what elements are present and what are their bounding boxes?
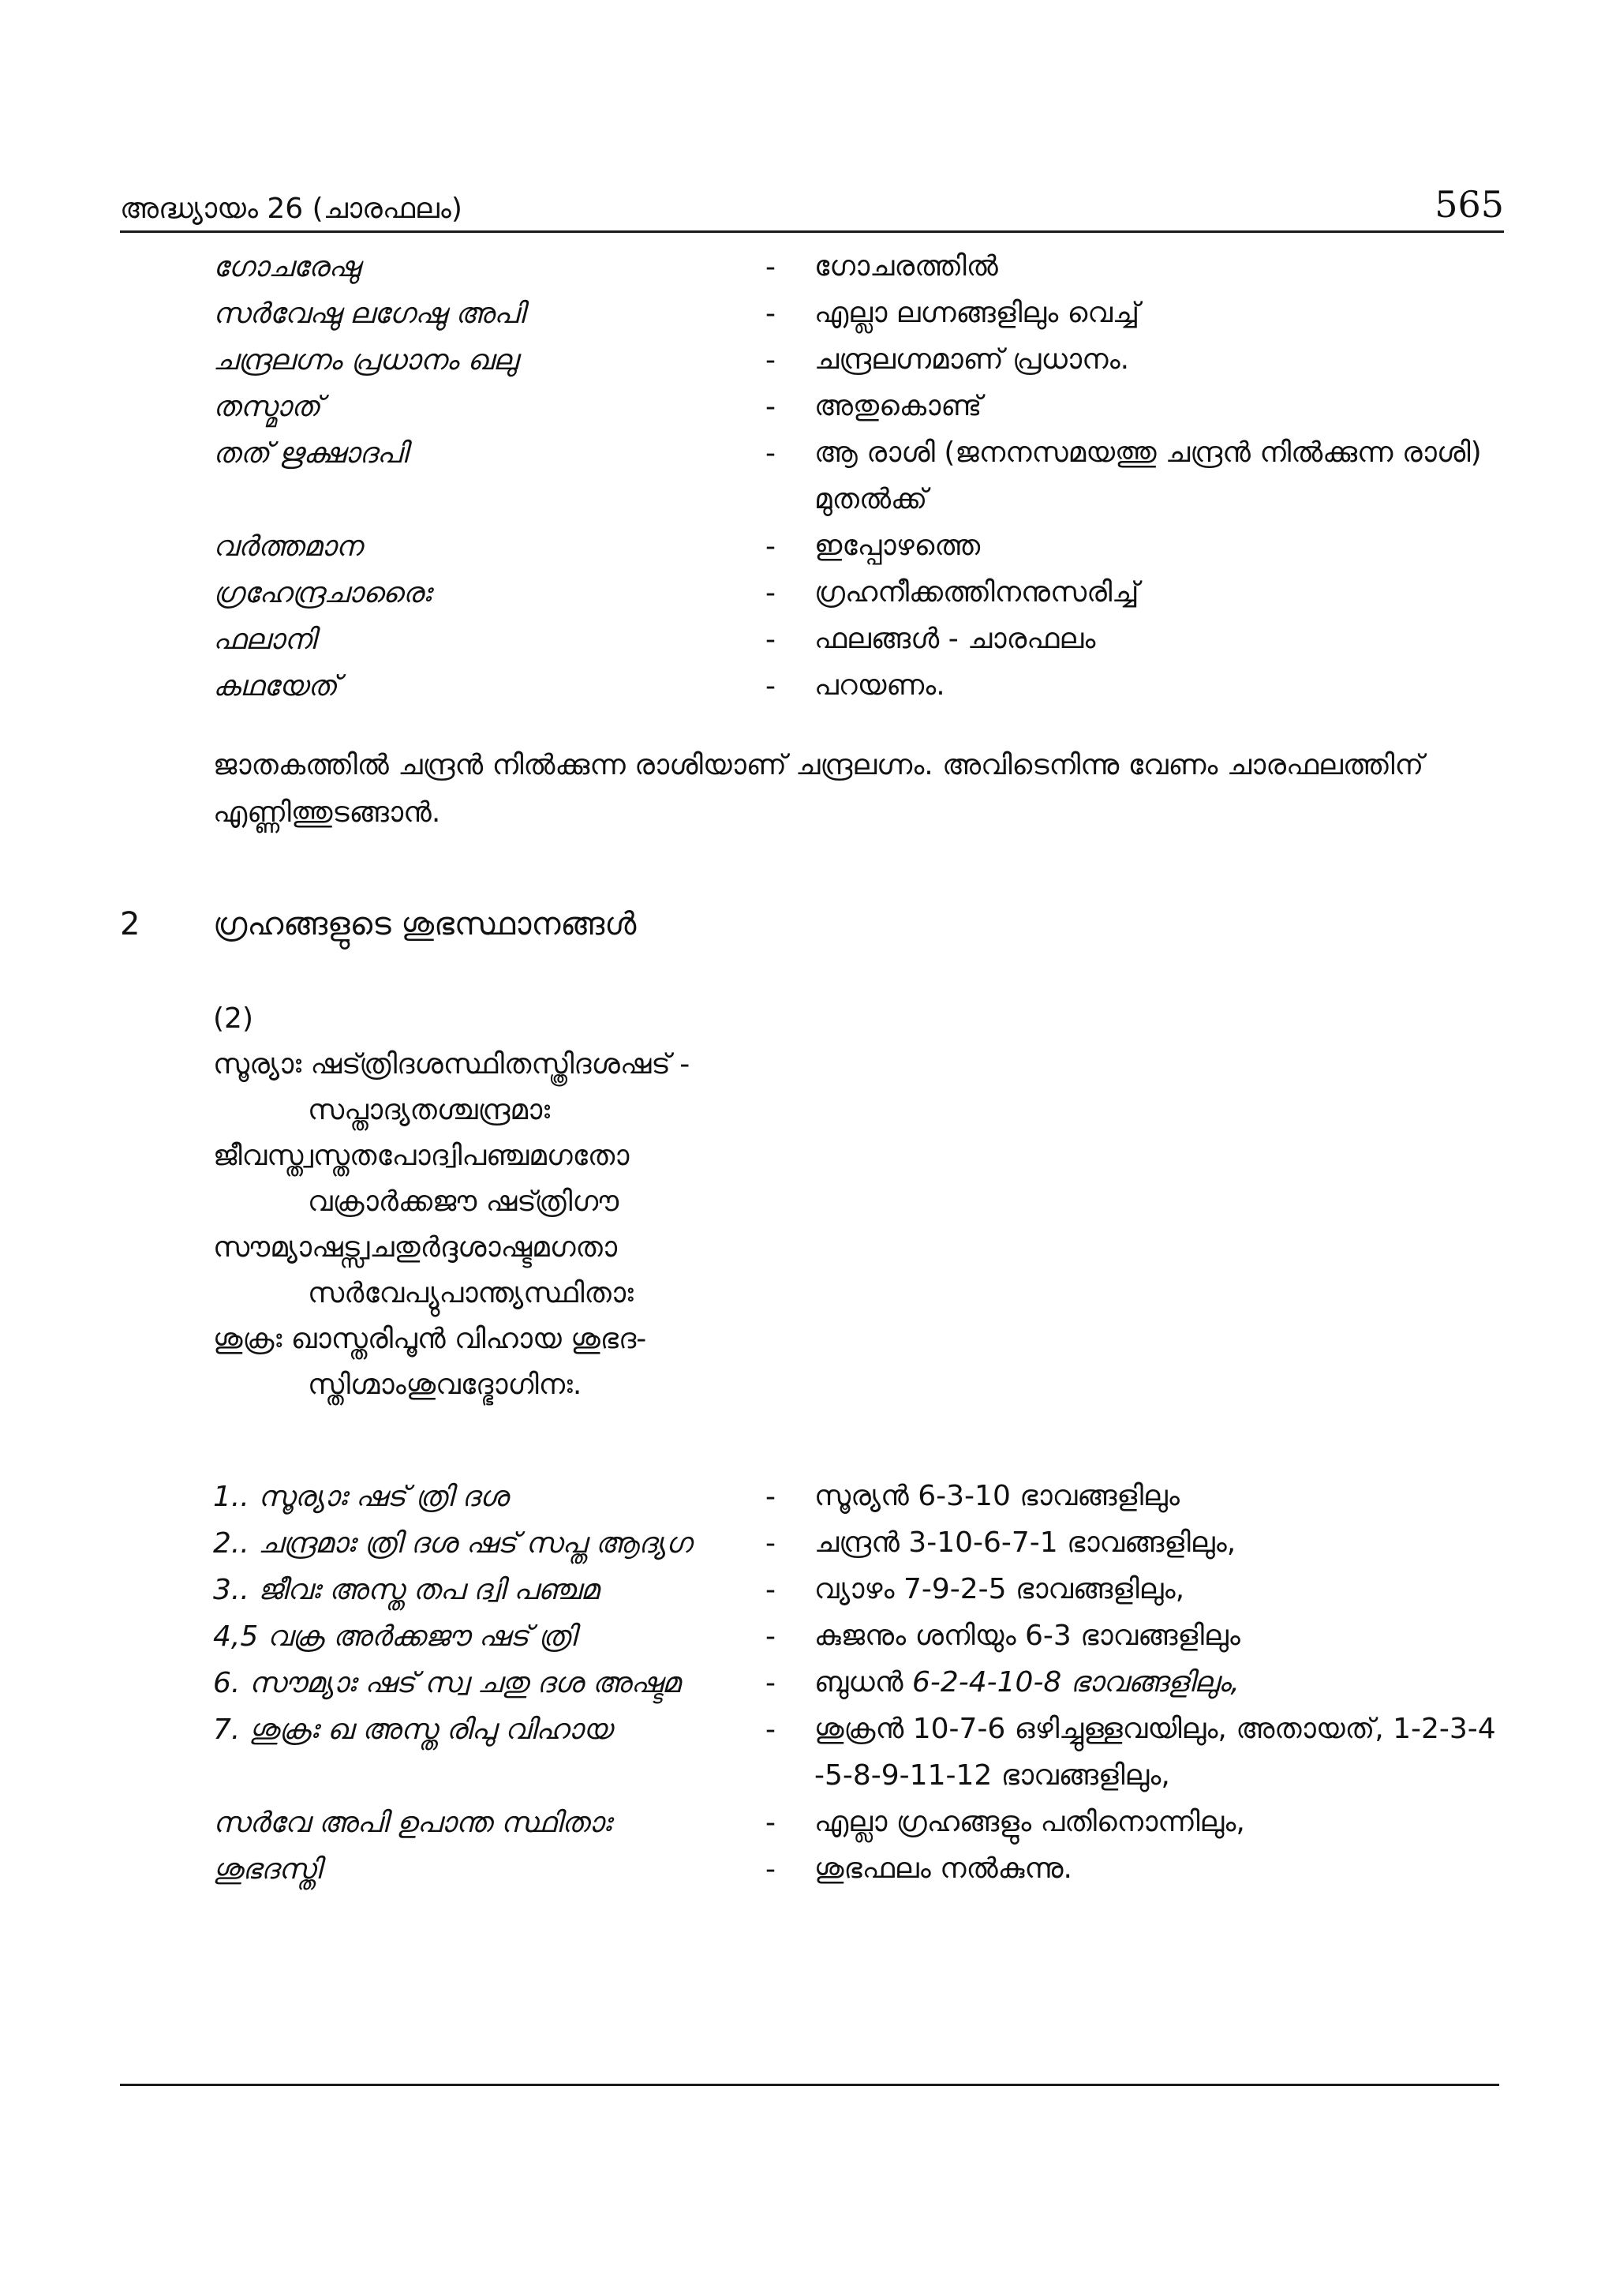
gloss-term: 4,5 വക്ര അർക്കജൗ ഷട് ത്രി bbox=[213, 1620, 576, 1653]
gloss-term: വർത്തമാന bbox=[213, 530, 362, 563]
gloss-meaning: ചന്ദ്രലഗ്നമാണ് പ്രധാനം. bbox=[814, 343, 1130, 376]
gloss-dash: - bbox=[765, 1620, 776, 1653]
gloss-dash: - bbox=[765, 344, 776, 376]
gloss-dash: - bbox=[765, 437, 776, 470]
gloss-meaning: എല്ലാ ലഗ്നങ്ങളിലും വെച്ച് bbox=[814, 297, 1139, 329]
gloss-meaning: എല്ലാ ഗ്രഹങ്ങളും പതിനൊന്നിലും, bbox=[814, 1806, 1245, 1838]
gloss-term: സർവേ അപി ഉപാന്ത സ്ഥിതാഃ bbox=[213, 1807, 612, 1839]
gloss-meaning: ശുഭഫലം നൽകുന്നു. bbox=[814, 1852, 1072, 1885]
gloss-meaning: ശുക്രൻ 10-7-6 ഒഴിച്ചുള്ളവയിലും, അതായത്, 1-2-3-4 -5-8-9-11-12 ഭാവങ്ങളിലും, bbox=[814, 1713, 1496, 1792]
gloss-term: ശുഭദസ്തി bbox=[213, 1853, 321, 1886]
gloss-term: 6. സൗമ്യാഃ ഷട് സ്വ ചതു ദശ അഷ്ടമ bbox=[213, 1667, 680, 1699]
gloss-meaning: ആ രാശി (ജനനസമയത്തു ചന്ദ്രൻ നിൽക്കുന്ന രാശി) മുതൽക്ക് bbox=[814, 436, 1482, 515]
running-header bbox=[120, 178, 1504, 230]
gloss-meaning: സൂര്യൻ 6-3-10 ഭാവങ്ങളിലും bbox=[814, 1480, 1180, 1512]
gloss-meaning: അതുകൊണ്ട് bbox=[814, 390, 982, 422]
footer-rule bbox=[120, 2084, 1499, 2086]
verse-line: സൂര്യാഃ ഷട്ത്രിദശസ്ഥിതസ്ത്രിദശഷട് - bbox=[213, 1048, 690, 1081]
verse-line: സർവേപ്യുപാന്ത്യസ്ഥിതാഃ bbox=[308, 1277, 634, 1309]
gloss-meaning: ഗ്രഹനീക്കത്തിനനുസരിച്ച് bbox=[814, 576, 1139, 609]
gloss-term: 1.. സൂര്യാഃ ഷട് ത്രി ദശ bbox=[213, 1481, 508, 1513]
gloss-dash: - bbox=[765, 670, 776, 702]
verse-line: സപ്താദ്യതശ്ചന്ദ്രമാഃ bbox=[308, 1094, 551, 1126]
chapter-title: അദ്ധ്യായം 26 (ചാരഫലം) bbox=[120, 193, 462, 225]
gloss-row bbox=[213, 1853, 1507, 1900]
gloss-term: ഗോചരേഷു bbox=[213, 251, 360, 283]
gloss-term: 7. ശുക്രഃ ഖ അസ്ത രിപു വിഹായ bbox=[213, 1714, 612, 1746]
gloss-meaning-italic: 6-2-4-10-8 ഭാവങ്ങളിലും, bbox=[911, 1666, 1240, 1699]
gloss-term: 2.. ചന്ദ്രമാഃ ത്രി ദശ ഷട് സപ്ത ആദ്യഗ bbox=[213, 1527, 692, 1560]
gloss-row bbox=[213, 1714, 1507, 1807]
gloss-dash: - bbox=[765, 530, 776, 563]
gloss-term: ഫലാനി bbox=[213, 624, 316, 656]
gloss-dash: - bbox=[765, 298, 776, 330]
gloss-dash: - bbox=[765, 577, 776, 609]
gloss-dash: - bbox=[765, 1667, 776, 1699]
gloss-term: 3.. ജീവഃ അസ്ത തപ ദ്വി പഞ്ചമ bbox=[213, 1574, 599, 1606]
gloss-term: തസ്മാത് bbox=[213, 391, 321, 423]
gloss-meaning-plain: ബുധൻ bbox=[814, 1666, 912, 1699]
verse-line: വക്രാർക്കജൗ ഷട്ത്രിഗൗ bbox=[308, 1185, 619, 1218]
verse-line: ശുക്രഃ ഖാസ്തരിപൂൻ വിഹായ ശുഭദ- bbox=[213, 1323, 647, 1355]
gloss-meaning: ഗോചരത്തിൽ bbox=[814, 250, 998, 283]
gloss-meaning: ചന്ദ്രൻ 3-10-6-7-1 ഭാവങ്ങളിലും, bbox=[814, 1526, 1236, 1559]
verse-block bbox=[213, 1002, 690, 1414]
gloss-meaning bbox=[814, 1659, 1501, 1706]
gloss-meaning: വ്യാഴം 7-9-2-5 ഭാവങ്ങളിലും, bbox=[814, 1573, 1185, 1605]
gloss-term: ചന്ദ്രലഗ്നം പ്രധാനം ഖലു bbox=[213, 344, 518, 376]
gloss-dash: - bbox=[765, 624, 776, 656]
body-paragraph: ജാതകത്തിൽ ചന്ദ്രൻ നിൽക്കുന്ന രാശിയാണ് ചന്ദ്രലഗ്നം. അവിടെനിന്നു വേണം ചാരഫലത്തിന് എണ്ണിത്തുടങ്ങാൻ. bbox=[213, 749, 1424, 829]
gloss-dash: - bbox=[765, 1481, 776, 1513]
gloss-row bbox=[213, 437, 1507, 530]
gloss-table-1 bbox=[213, 251, 1507, 717]
verse-number: (2) bbox=[213, 1002, 253, 1035]
gloss-dash: - bbox=[765, 1574, 776, 1606]
gloss-dash: - bbox=[765, 1853, 776, 1886]
gloss-term: കഥയേത് bbox=[213, 670, 338, 702]
gloss-meaning: കുജനും ശനിയും 6-3 ഭാവങ്ങളിലും bbox=[814, 1620, 1240, 1652]
header-rule bbox=[120, 230, 1504, 233]
gloss-term: സർവേഷു ലഗേഷു അപി bbox=[213, 298, 525, 330]
gloss-dash: - bbox=[765, 1807, 776, 1839]
gloss-dash: - bbox=[765, 1714, 776, 1746]
page-number: 565 bbox=[1435, 183, 1504, 226]
verse-line: സ്തിഗ്മാംശുവദ്ഭോഗിനഃ. bbox=[308, 1369, 582, 1401]
section-number: 2 bbox=[120, 906, 140, 942]
gloss-dash: - bbox=[765, 1527, 776, 1560]
gloss-term: തത് ഋക്ഷാദപി bbox=[213, 437, 408, 470]
gloss-meaning: ഫലങ്ങൾ - ചാരഫലം bbox=[814, 623, 1096, 655]
verse-line: ജീവസ്ത്വസ്തതപോദ്വിപഞ്ചമഗതോ bbox=[213, 1140, 630, 1172]
gloss-meaning: പറയണം. bbox=[814, 669, 945, 702]
gloss-meaning: ഇപ്പോഴത്തെ bbox=[814, 530, 981, 562]
gloss-table-2 bbox=[213, 1481, 1507, 1900]
gloss-dash: - bbox=[765, 251, 776, 283]
gloss-row bbox=[213, 670, 1507, 717]
verse-line: സൗമ്യാഷട്സ്വചതുർദ്ദശാഷ്ടമഗതാ bbox=[213, 1231, 618, 1264]
gloss-dash: - bbox=[765, 391, 776, 423]
gloss-term: ഗ്രഹേന്ദ്രചാരൈഃ bbox=[213, 577, 431, 609]
section-title: ഗ്രഹങ്ങളുടെ ശുഭസ്ഥാനങ്ങൾ bbox=[213, 906, 637, 942]
